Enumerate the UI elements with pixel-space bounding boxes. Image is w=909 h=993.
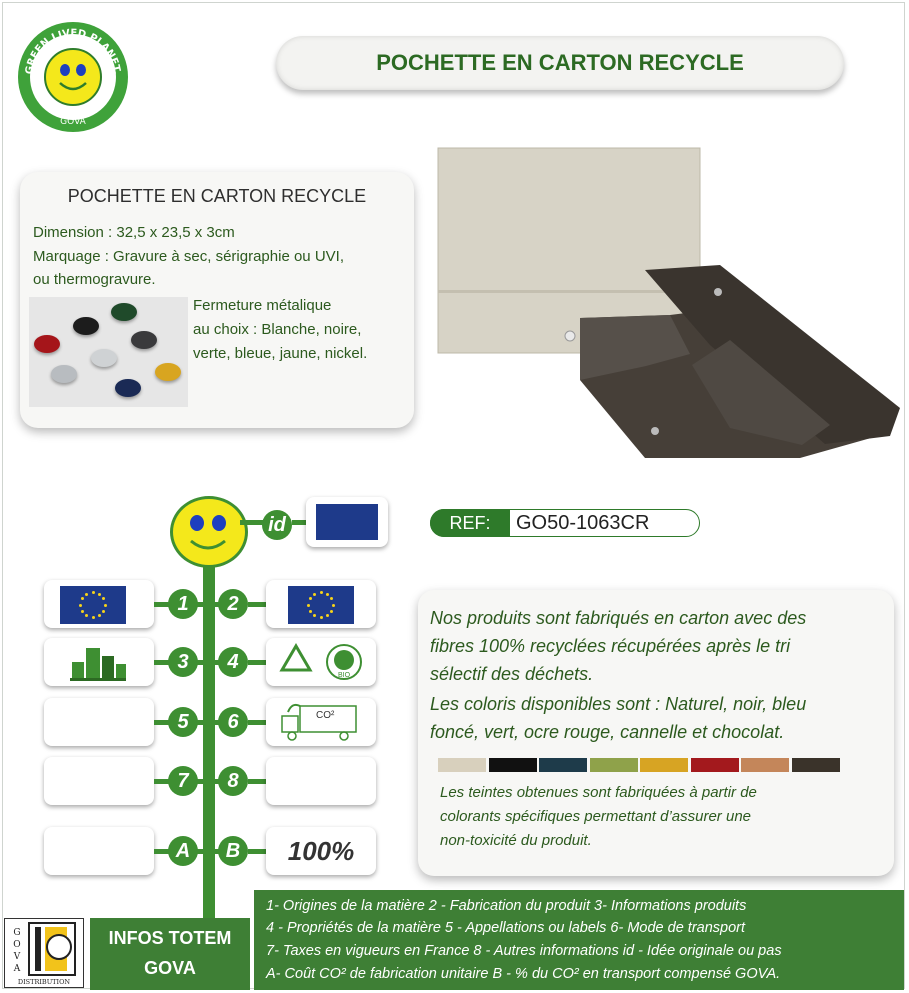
star-icon <box>92 591 95 594</box>
totem-number-badge: 4 <box>218 647 248 677</box>
svg-text:G: G <box>13 928 21 938</box>
branch-left-inner <box>196 660 206 665</box>
description-line: sélectif des déchets. <box>430 664 594 684</box>
color-swatch <box>691 758 739 772</box>
legend-line: 7- Taxes en vigueurs en France 8 - Autres informations id - Idée originale ou pas <box>266 943 782 959</box>
info-marking-cont: ou thermogravure. <box>33 271 156 288</box>
branch-right <box>248 602 266 607</box>
totem-left-box <box>44 827 154 875</box>
closure-button <box>155 363 181 381</box>
note-line: colorants spécifiques permettant d’assurer une <box>440 808 752 825</box>
branch-left-inner <box>196 779 206 784</box>
info-dimension: Dimension : 32,5 x 23,5 x 3cm <box>33 224 235 241</box>
star-icon <box>330 610 333 613</box>
id-badge: id <box>262 510 292 540</box>
star-icon <box>307 604 310 607</box>
totem-number-badge: 1 <box>168 589 198 619</box>
closure-button <box>73 317 99 335</box>
branch-right <box>248 779 266 784</box>
color-swatch <box>590 758 638 772</box>
closure-button <box>51 365 77 383</box>
legend-line: 4 - Propriétés de la matière 5 - Appellations ou labels 6- Mode de transport <box>266 920 746 936</box>
color-swatch <box>741 758 789 772</box>
svg-text:DISTRIBUTION: DISTRIBUTION <box>17 978 71 986</box>
star-icon <box>104 604 107 607</box>
infos-totem-title: INFOS TOTEM <box>108 928 232 948</box>
totem-number-badge: B <box>218 836 248 866</box>
star-icon <box>92 616 95 619</box>
svg-text:A: A <box>13 964 21 974</box>
ref-label: REF: <box>430 509 510 537</box>
truck-icon <box>266 698 376 746</box>
star-icon <box>309 610 312 613</box>
star-icon <box>326 614 329 617</box>
totem-number-badge: 8 <box>218 766 248 796</box>
star-icon <box>313 593 316 596</box>
branch-left-inner <box>196 602 206 607</box>
totem-left-box <box>44 757 154 805</box>
note-line: Les teintes obtenues sont fabriquées à partir de <box>440 784 757 801</box>
totem-number-badge: 3 <box>168 647 198 677</box>
eu-flag-icon <box>316 504 378 540</box>
page-title: POCHETTE EN CARTON RECYCLE <box>376 50 744 75</box>
legend-line: 1- Origines de la matière 2 - Fabrication du produit 3- Informations produits <box>266 898 747 914</box>
eu-flag-icon <box>60 586 126 624</box>
info-marking: Marquage : Gravure à sec, sérigraphie ou UVI, <box>33 248 344 265</box>
branch-right <box>248 720 266 725</box>
ref-value: GO50-1063CR <box>516 512 650 534</box>
description-line: Nos produits sont fabriqués en carton avec des <box>430 608 807 628</box>
svg-text:O: O <box>13 940 21 950</box>
branch-left-inner <box>196 849 206 854</box>
color-swatch <box>539 758 587 772</box>
color-swatch <box>489 758 537 772</box>
gova-distribution-logo <box>4 918 84 988</box>
eu-flag-icon <box>288 586 354 624</box>
svg-text:GREEN LIVED PLANET.: GREEN LIVED PLANET. <box>23 27 122 76</box>
branch-id <box>240 520 264 525</box>
totem-left-box <box>44 698 154 746</box>
totem-right-box <box>266 580 376 628</box>
star-icon <box>102 610 105 613</box>
totem-right-box <box>266 638 376 686</box>
star-icon <box>85 614 88 617</box>
legend-line: A- Coût CO² de fabrication unitaire B - % du CO² en transport compensé GOVA. <box>266 966 781 982</box>
closure-button <box>131 331 157 349</box>
branch-right <box>248 660 266 665</box>
color-swatch <box>640 758 688 772</box>
closure-text-2: au choix : Blanche, noire, <box>193 321 362 338</box>
star-icon <box>81 597 84 600</box>
totem-number-badge: 5 <box>168 707 198 737</box>
totem-smiley-icon <box>170 496 248 568</box>
product-photo <box>430 140 900 460</box>
star-icon <box>309 597 312 600</box>
totem-left-box <box>44 638 154 686</box>
closure-button <box>34 335 60 353</box>
description-line: fibres 100% recyclées récupérées après le tri <box>430 636 791 656</box>
totem-left-box <box>44 580 154 628</box>
star-icon <box>98 593 101 596</box>
id-flag-box <box>306 497 388 547</box>
totem-right-box <box>266 757 376 805</box>
closure-button <box>111 303 137 321</box>
totem-right-box <box>266 827 376 875</box>
branch-right <box>248 849 266 854</box>
closure-button <box>115 379 141 397</box>
totem-right-box <box>266 698 376 746</box>
star-icon <box>79 604 82 607</box>
co2-label: CO² <box>316 710 335 721</box>
star-icon <box>332 604 335 607</box>
star-icon <box>81 610 84 613</box>
description-line: foncé, vert, ocre rouge, cannelle et chocolat. <box>430 722 785 742</box>
logo-lettering <box>18 22 128 132</box>
closure-text-3: verte, bleue, jaune, nickel. <box>193 345 368 362</box>
star-icon <box>320 591 323 594</box>
svg-text:V: V <box>13 952 21 962</box>
description-line: Les coloris disponibles sont : Naturel, noir, bleu <box>430 694 807 714</box>
totem-number-badge: 7 <box>168 766 198 796</box>
note-line: non-toxicité du produit. <box>440 832 592 849</box>
totem-number-badge: 2 <box>218 589 248 619</box>
factory-icon <box>44 638 154 686</box>
star-icon <box>102 597 105 600</box>
infos-totem-brand: GOVA <box>144 958 196 978</box>
star-icon <box>326 593 329 596</box>
closure-text-1: Fermeture métalique <box>193 297 332 314</box>
closure-buttons-photo <box>29 297 188 407</box>
totem-number-badge: A <box>168 836 198 866</box>
star-icon <box>85 593 88 596</box>
svg-text:GOVA: GOVA <box>60 117 86 127</box>
totem-number-badge: 6 <box>218 707 248 737</box>
color-swatch <box>792 758 840 772</box>
branch-left-inner <box>196 720 206 725</box>
star-icon <box>320 616 323 619</box>
color-swatch <box>438 758 486 772</box>
info-card-title: POCHETTE EN CARTON RECYCLE <box>67 186 367 206</box>
co2-compensated-value: 100% <box>287 836 355 866</box>
star-icon <box>330 597 333 600</box>
star-icon <box>98 614 101 617</box>
bio-label: BIO <box>337 672 351 679</box>
star-icon <box>313 614 316 617</box>
closure-button <box>91 349 117 367</box>
